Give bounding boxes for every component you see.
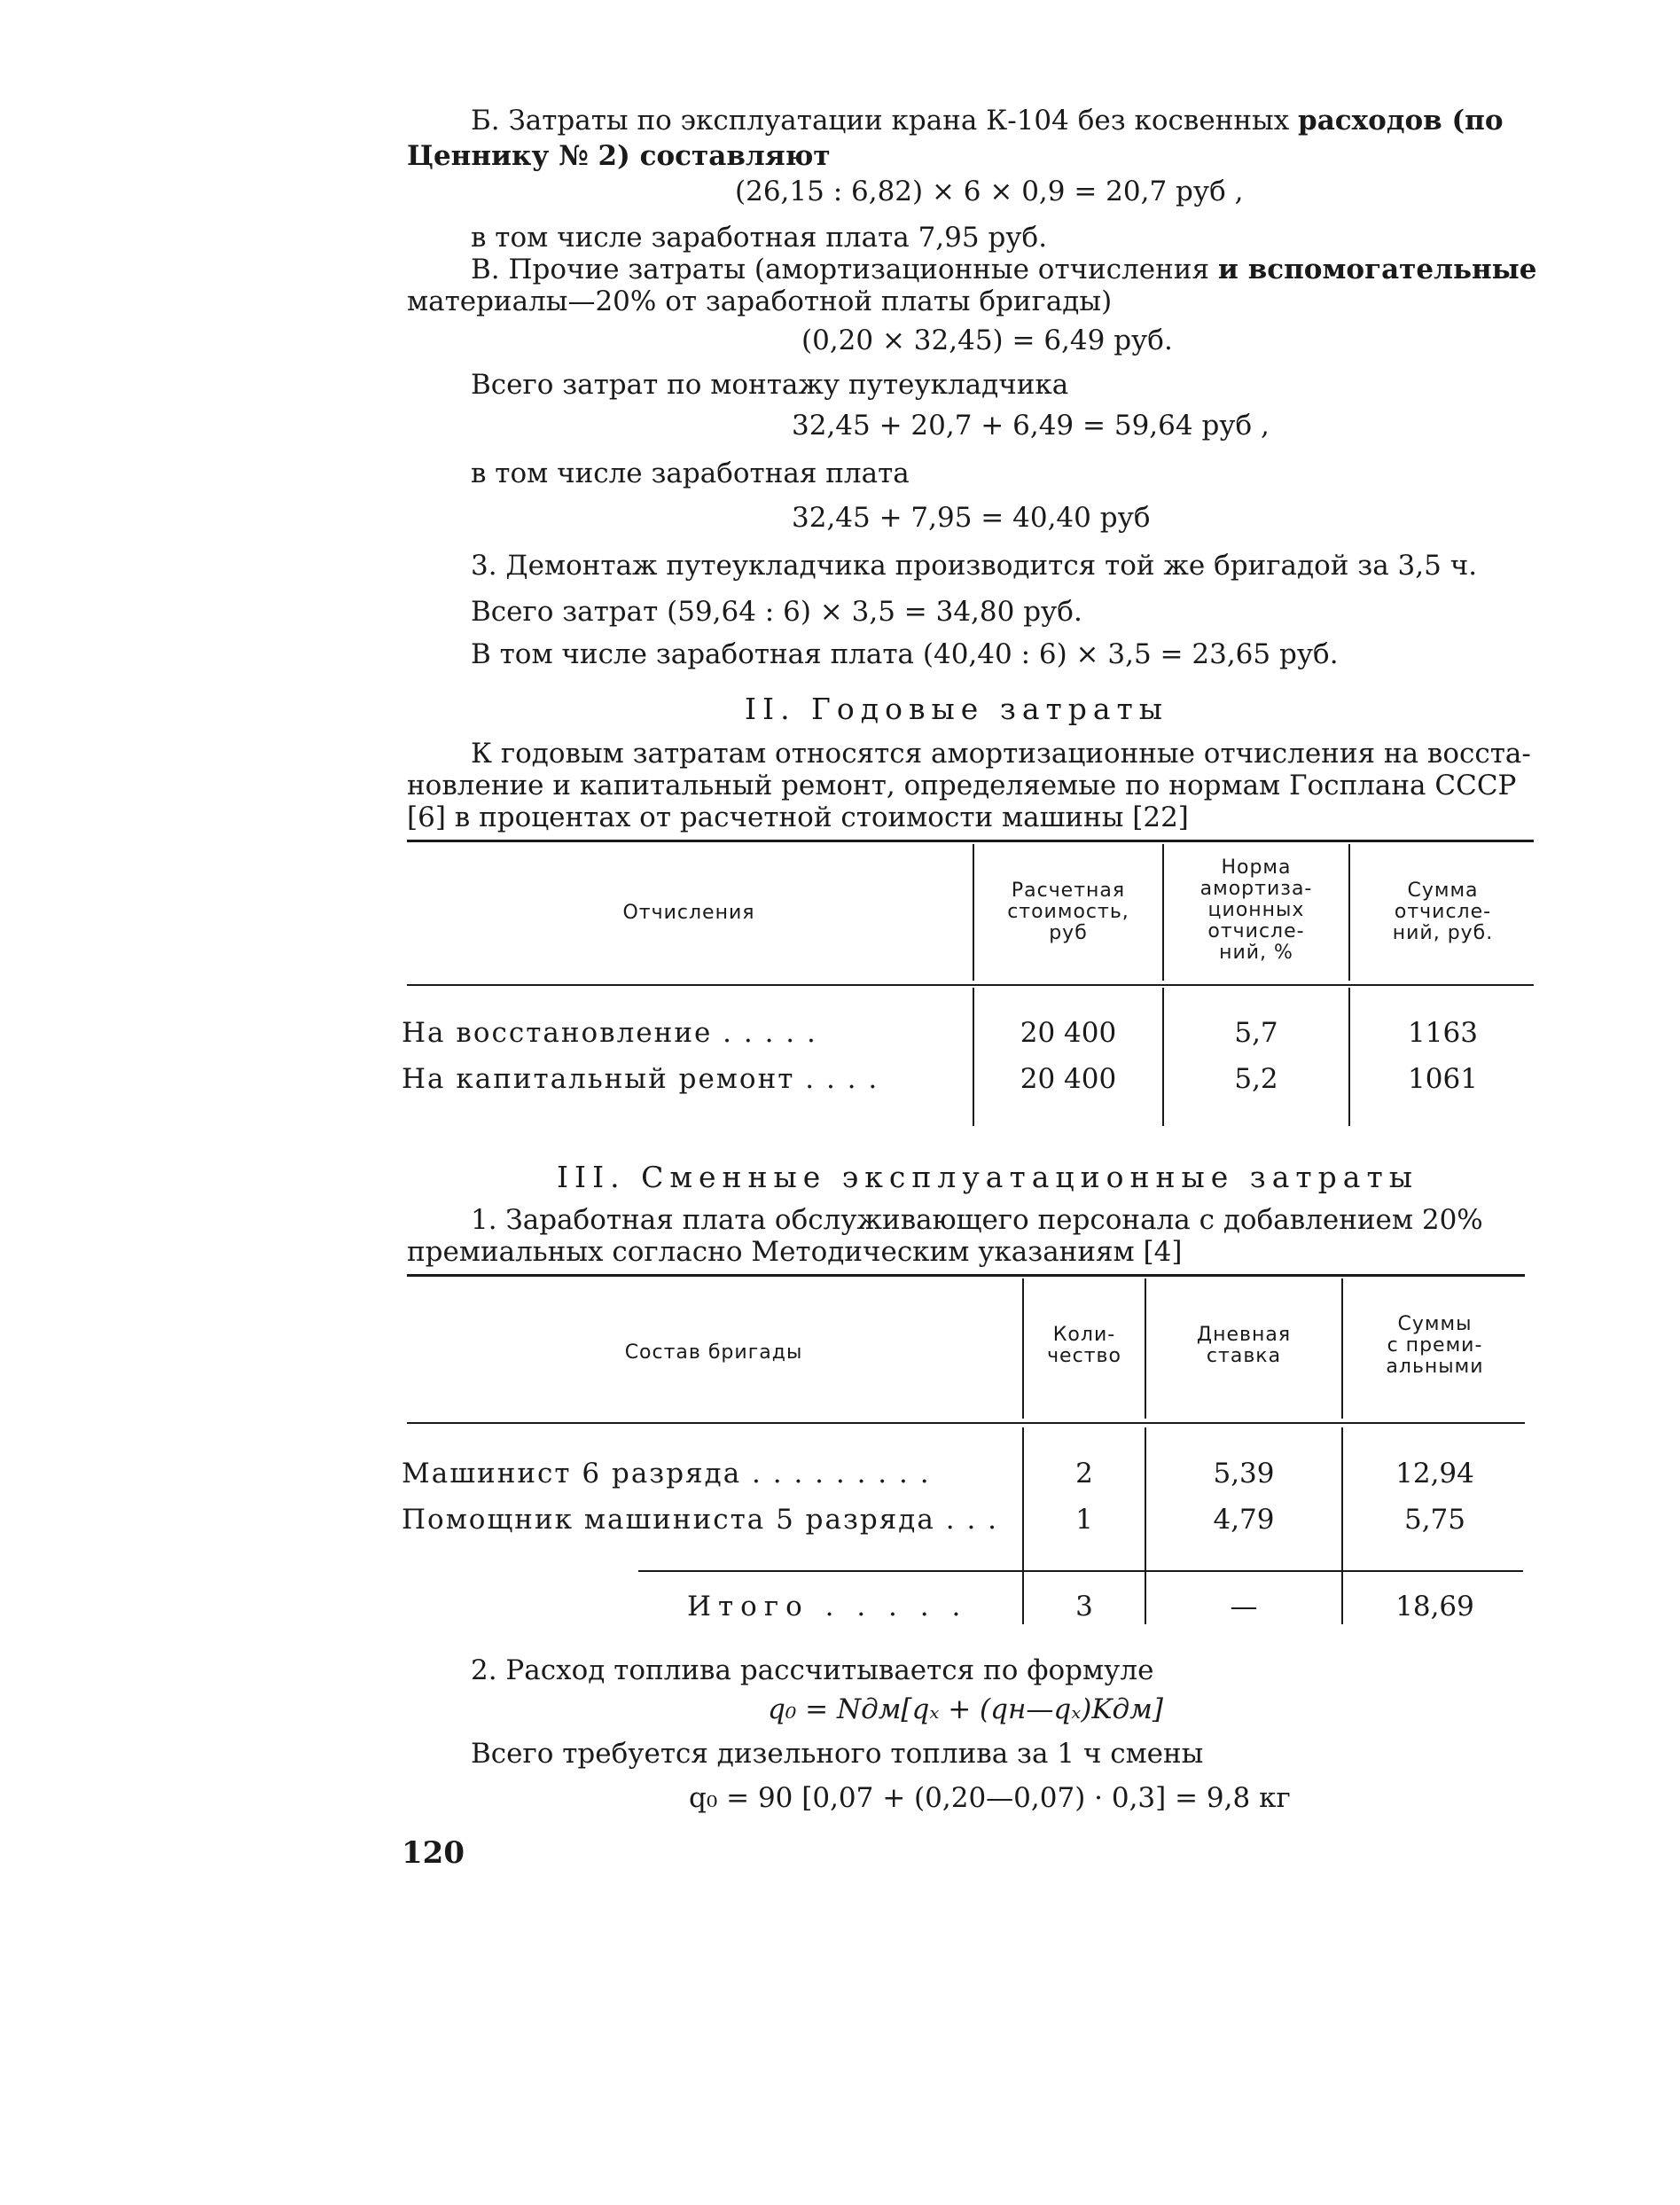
formula: 32,45 + 20,7 + 6,49 = 59,64 руб , [792, 410, 1270, 442]
paragraph-line: В том числе заработная плата (40,40 : 6) × 3,5 = 23,65 руб. [471, 638, 1339, 670]
column-divider [1145, 1278, 1146, 1419]
column-divider [1022, 1427, 1024, 1624]
column-header [1166, 857, 1347, 964]
header-line: отчисле- [1394, 901, 1492, 923]
header-line: альными [1386, 1356, 1484, 1378]
row-label: Помощник машиниста 5 разряда . . . [402, 1504, 998, 1536]
table-rule [407, 1274, 1525, 1277]
rate-cell: 4,79 [1213, 1504, 1275, 1536]
header-line: ний, руб. [1392, 922, 1494, 944]
column-header [1345, 1314, 1525, 1378]
norm-cell: 5,2 [1234, 1063, 1278, 1095]
column-divider [1022, 1278, 1024, 1419]
header-line: амортиза- [1199, 878, 1313, 900]
column-divider [1145, 1427, 1146, 1624]
header-line: ставка [1206, 1345, 1282, 1367]
text-run: В. Прочие затраты (амортизационные отчисления [471, 254, 1210, 285]
table-rule [407, 1422, 1525, 1424]
row-label: На восстановление . . . . . [402, 1017, 817, 1049]
header-line: Коли- [1052, 1324, 1116, 1346]
qty-cell: 1 [1075, 1504, 1093, 1536]
header-line: чество [1047, 1345, 1121, 1367]
paragraph-line: [6] в процентах от расчетной стоимости машины [22] [407, 801, 1189, 833]
sum-cell: 5,75 [1403, 1504, 1466, 1536]
paragraph-line: 1. Заработная плата обслуживающего персонала с добавлением 20% [471, 1204, 1483, 1236]
qty-cell: 3 [1075, 1591, 1093, 1622]
header-line: Расчетная [1011, 880, 1126, 902]
header-line: Дневная [1196, 1324, 1292, 1346]
cost-cell: 20 400 [1020, 1063, 1117, 1095]
paragraph-line: в том числе заработная плата [471, 457, 910, 489]
sum-cell: 12,94 [1395, 1458, 1474, 1490]
text-run-bold: и вспомогательные [1217, 254, 1537, 285]
paragraph-line: 2. Расход топлива рассчитывается по формуле [471, 1654, 1154, 1686]
row-label: Машинист 6 разряда . . . . . . . . . [402, 1458, 931, 1490]
header-line: ний, % [1219, 942, 1293, 964]
text-run: Б. Затраты по эксплуатации крана К-104 без косвенных [471, 105, 1290, 137]
column-divider [1341, 1427, 1343, 1624]
header-line: Суммы [1397, 1313, 1473, 1335]
column-divider [1348, 844, 1350, 981]
rate-cell: — [1230, 1591, 1258, 1622]
total-rule [638, 1570, 1523, 1572]
column-divider [1162, 988, 1164, 1126]
formula: q₀ = 90 [0,07 + (0,20—0,07) · 0,3] = 9,8 кг [689, 1782, 1291, 1814]
column-header [1148, 1325, 1340, 1367]
page-number: 120 [402, 1835, 465, 1871]
qty-cell: 2 [1075, 1458, 1093, 1490]
cost-cell: 20 400 [1020, 1017, 1117, 1049]
header-line: стоимость, [1007, 901, 1129, 923]
paragraph-line: премиальных согласно Методическим указаниям [4] [407, 1236, 1183, 1268]
header-line: с преми- [1387, 1334, 1483, 1357]
column-header: Отчисления [622, 902, 755, 924]
row-label: На капитальный ремонт . . . . [402, 1063, 879, 1095]
formula: 32,45 + 7,95 = 40,40 руб [792, 502, 1151, 534]
paragraph-line: Всего требуется дизельного топлива за 1 ч смены [471, 1738, 1204, 1770]
header-line: ционных [1207, 899, 1305, 921]
column-header [1352, 880, 1534, 944]
column-header [976, 880, 1160, 944]
paragraph-line: К годовым затратам относятся амортизационные отчисления на восста- [471, 738, 1531, 770]
paragraph-line: Ценнику № 2) составляют [407, 140, 831, 172]
sum-cell: 1163 [1408, 1017, 1478, 1049]
formula: (26,15 : 6,82) × 6 × 0,9 = 20,7 руб , [735, 176, 1244, 207]
sum-cell: 18,69 [1395, 1591, 1474, 1622]
header-line: Сумма [1407, 880, 1479, 902]
column-divider [973, 988, 974, 1126]
formula: (0,20 × 32,45) = 6,49 руб. [801, 324, 1173, 356]
paragraph-line: 3. Демонтаж путеукладчика производится той же бригадой за 3,5 ч. [471, 550, 1478, 582]
column-header [1026, 1325, 1143, 1367]
paragraph-line: Всего затрат по монтажу путеукладчика [471, 369, 1069, 401]
header-line: отчисле- [1207, 920, 1305, 942]
section-heading: II. Годовые затраты [745, 692, 1169, 726]
total-label: Итого . . . . . [687, 1591, 968, 1622]
header-line: Норма [1221, 856, 1292, 879]
column-header: Состав бригады [624, 1341, 803, 1364]
sum-cell: 1061 [1408, 1063, 1478, 1095]
paragraph-line: Всего затрат (59,64 : 6) × 3,5 = 34,80 руб. [471, 596, 1082, 628]
column-divider [973, 844, 974, 981]
norm-cell: 5,7 [1234, 1017, 1278, 1049]
paragraph-line: новление и капитальный ремонт, определяемые по нормам Госплана СССР [407, 770, 1517, 801]
paragraph-line: материалы—20% от заработной платы бригады) [407, 285, 1113, 317]
table-rule [407, 840, 1534, 842]
column-divider [1341, 1278, 1343, 1419]
table-rule [407, 984, 1534, 986]
paragraph-line: в том числе заработная плата 7,95 руб. [471, 222, 1048, 254]
text-run-bold: расходов (по [1298, 105, 1504, 137]
column-divider [1162, 844, 1164, 981]
column-divider [1348, 988, 1350, 1126]
header-line: руб [1049, 922, 1088, 944]
section-heading: III. Сменные эксплуатационные затраты [557, 1160, 1418, 1194]
formula: q₀ = Nдм[qₓ + (qн—qₓ)Kдм] [768, 1693, 1163, 1725]
paragraph-line [471, 252, 1536, 287]
paragraph-line [471, 103, 1504, 138]
rate-cell: 5,39 [1213, 1458, 1275, 1490]
